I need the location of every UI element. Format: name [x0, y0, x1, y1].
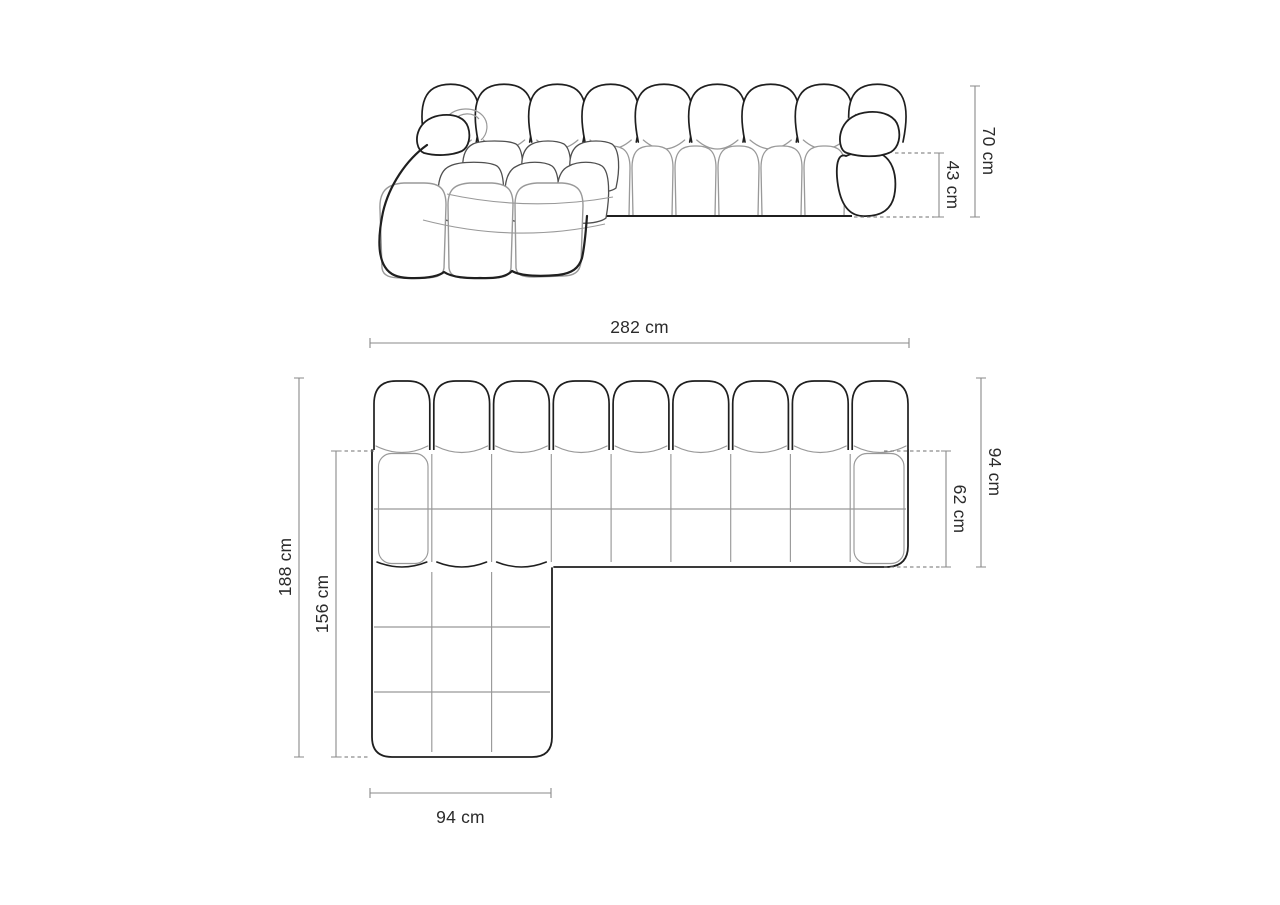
seat-cushion	[761, 146, 802, 216]
back-cushion	[689, 84, 746, 142]
seat-cushion	[718, 146, 759, 216]
back-cushion	[529, 84, 586, 142]
back-cushion	[852, 381, 908, 450]
plan-back-cushions	[374, 381, 908, 450]
back-cushion	[673, 381, 729, 450]
back-cushion	[582, 84, 639, 142]
seat-cushion	[632, 146, 673, 216]
front-back-cushions	[422, 84, 906, 142]
label-seat-height: 43 cm	[943, 160, 963, 210]
back-cushion	[792, 381, 848, 450]
chaise-front-cushion	[380, 183, 446, 278]
back-cushion	[494, 381, 550, 450]
label-total-depth: 94 cm	[985, 447, 1005, 497]
front-view	[379, 84, 906, 278]
back-cushion	[374, 381, 430, 450]
label-chaise-total-length: 188 cm	[275, 537, 295, 597]
plan-fills	[372, 452, 908, 757]
back-cushion	[553, 381, 609, 450]
front-seat-cushions	[589, 146, 845, 216]
back-cushion	[742, 84, 799, 142]
back-cushion	[635, 84, 692, 142]
back-cushion	[434, 381, 490, 450]
label-seat-depth: 62 cm	[950, 484, 970, 534]
back-cushion	[733, 381, 789, 450]
label-chaise-inner-length: 156 cm	[312, 574, 332, 634]
top-view	[372, 381, 908, 757]
back-cushion	[475, 84, 532, 142]
label-total-height: 70 cm	[979, 126, 999, 176]
plan-chaise-fill	[372, 567, 552, 757]
armrest-body	[837, 152, 896, 216]
armrest-roll	[840, 112, 899, 156]
armrest-roll	[417, 115, 469, 155]
label-total-width: 282 cm	[610, 317, 669, 337]
right-armrest	[837, 112, 900, 216]
back-cushion	[613, 381, 669, 450]
label-chaise-width: 94 cm	[436, 807, 485, 827]
seat-cushion	[675, 146, 716, 216]
